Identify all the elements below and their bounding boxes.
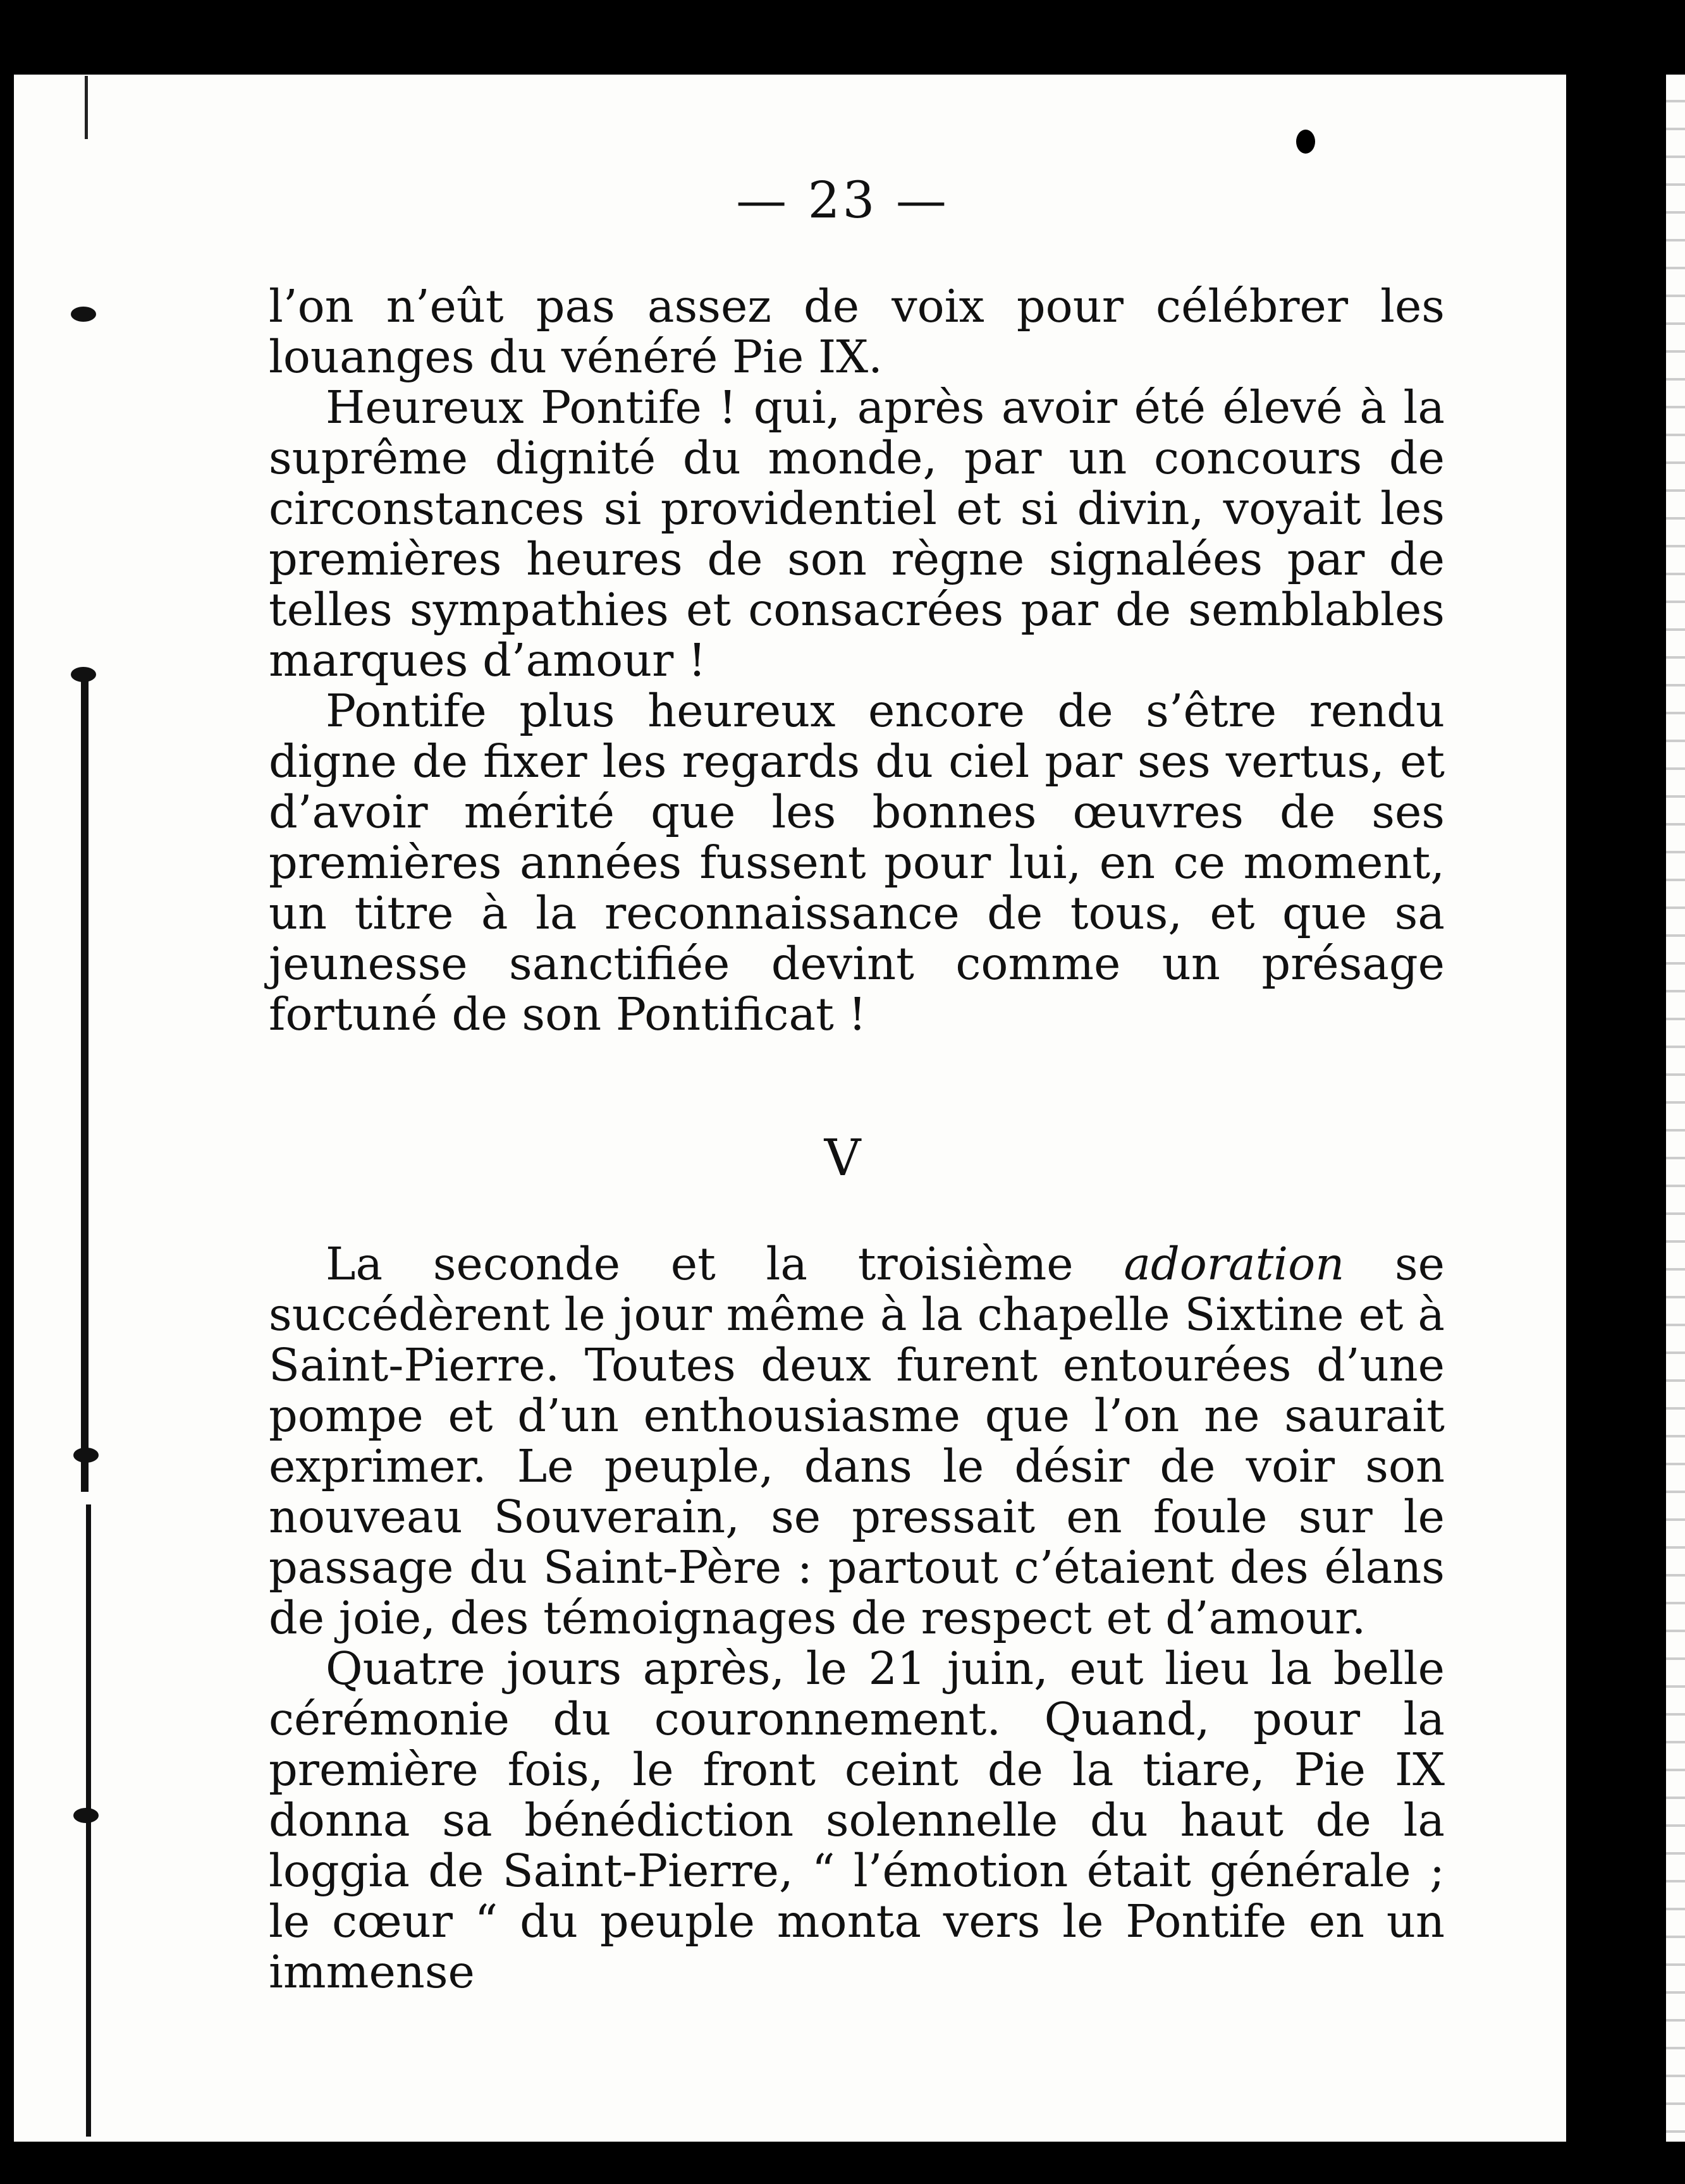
paragraph: Pontife plus heureux encore de s’être rendu digne de fixer les regards du ciel par ses vertus, et d’avoir mérité que les bonnes œuvres de ses premières années fussent pour lui, en ce moment, un titre à la reconnaissance de tous, et que sa jeunesse sanctifiée devint comme un présage fortuné de son Pontificat ! xyxy=(269,685,1445,1040)
paragraph: Heureux Pontife ! qui, après avoir été élevé à la suprême dignité du monde, par un concours de circonstances si providentiel et si divin, voyait les premières heures de son règne signalées par de telles sympathies et consacrées par de semblables marques d’amour ! xyxy=(269,381,1445,686)
binding-stitch xyxy=(73,1448,99,1463)
binding-thread-top xyxy=(85,76,88,139)
binding-stitch xyxy=(71,307,96,322)
binding-stitch xyxy=(71,667,96,682)
page-edge xyxy=(1666,75,1685,2142)
paragraph: Quatre jours après, le 21 juin, eut lieu la belle cérémonie du couronnement. Quand, pour la première fois, le front ceint de la tiare, Pie IX donna sa bénédiction solennelle du haut de la loggia de Saint-Pierre, “ l’émotion était générale ; le cœur “ du peuple monta vers le Pontife en un immense xyxy=(269,1642,1445,1998)
text-block-2 xyxy=(269,1239,1445,1998)
binding-stitch xyxy=(73,1808,99,1823)
paragraph: l’on n’eût pas assez de voix pour célébrer les louanges du vénéré Pie IX. xyxy=(269,280,1445,383)
section-heading: V xyxy=(824,1128,861,1187)
paragraph-text: se succédèrent le jour même à la chapelle Sixtine et à Saint-Pierre. Toutes deux furent entourées d’une pompe et d’un enthousiasme que l’on ne saurait exprimer. Le peuple, dans le désir de voir son nouveau Souverain, se pressait en foule sur le passage du Saint-Père : partout c’étaient des élans de joie, des témoignages de respect et d’amour. xyxy=(269,1238,1445,1644)
paragraph xyxy=(269,1239,1445,1644)
text-block-1 xyxy=(269,281,1445,1040)
emphasis-text: adoration xyxy=(1124,1238,1345,1290)
binding-thread xyxy=(81,676,89,1492)
page-number: — 23 — xyxy=(736,171,949,229)
ink-spot xyxy=(1296,130,1315,154)
paragraph-text: La seconde et la troisième xyxy=(326,1238,1124,1290)
